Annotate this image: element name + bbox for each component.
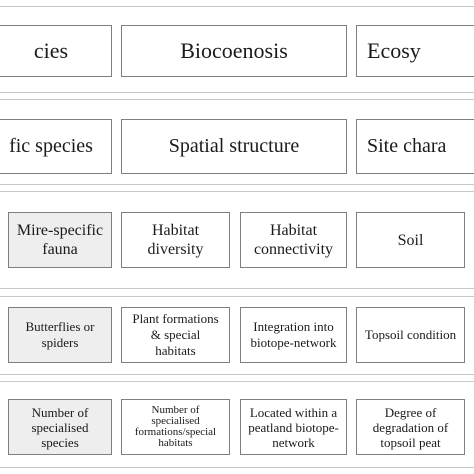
- node-species: cies: [0, 25, 112, 77]
- node-degree-of-degradation: Degree of degradation of topsoil peat: [356, 399, 465, 455]
- node-habitat-diversity: Habitat diversity: [121, 212, 230, 268]
- node-butterflies-or-spiders: Butterflies or spiders: [8, 307, 112, 363]
- node-integration-into-network: Integration into biotope-network: [240, 307, 347, 363]
- node-site-characteristics: Site chara: [356, 119, 474, 174]
- node-plant-formations: Plant formations & special habitats: [121, 307, 230, 363]
- node-biocoenosis: Biocoenosis: [121, 25, 347, 77]
- node-located-within-network: Located within a peatland biotope- network: [240, 399, 347, 455]
- node-topsoil-condition: Topsoil condition: [356, 307, 465, 363]
- node-mire-specific-fauna: Mire-specific fauna: [8, 212, 112, 268]
- node-ecosystem: Ecosy: [356, 25, 474, 77]
- node-spatial-structure: Spatial structure: [121, 119, 347, 174]
- node-number-of-specialised-species: Number of specialised species: [8, 399, 112, 455]
- node-specific-species: fic species: [0, 119, 112, 174]
- node-habitat-connectivity: Habitat connectivity: [240, 212, 347, 268]
- node-number-of-specialised-formations: Number of specialised formations/special habitats: [121, 399, 230, 455]
- node-soil: Soil: [356, 212, 465, 268]
